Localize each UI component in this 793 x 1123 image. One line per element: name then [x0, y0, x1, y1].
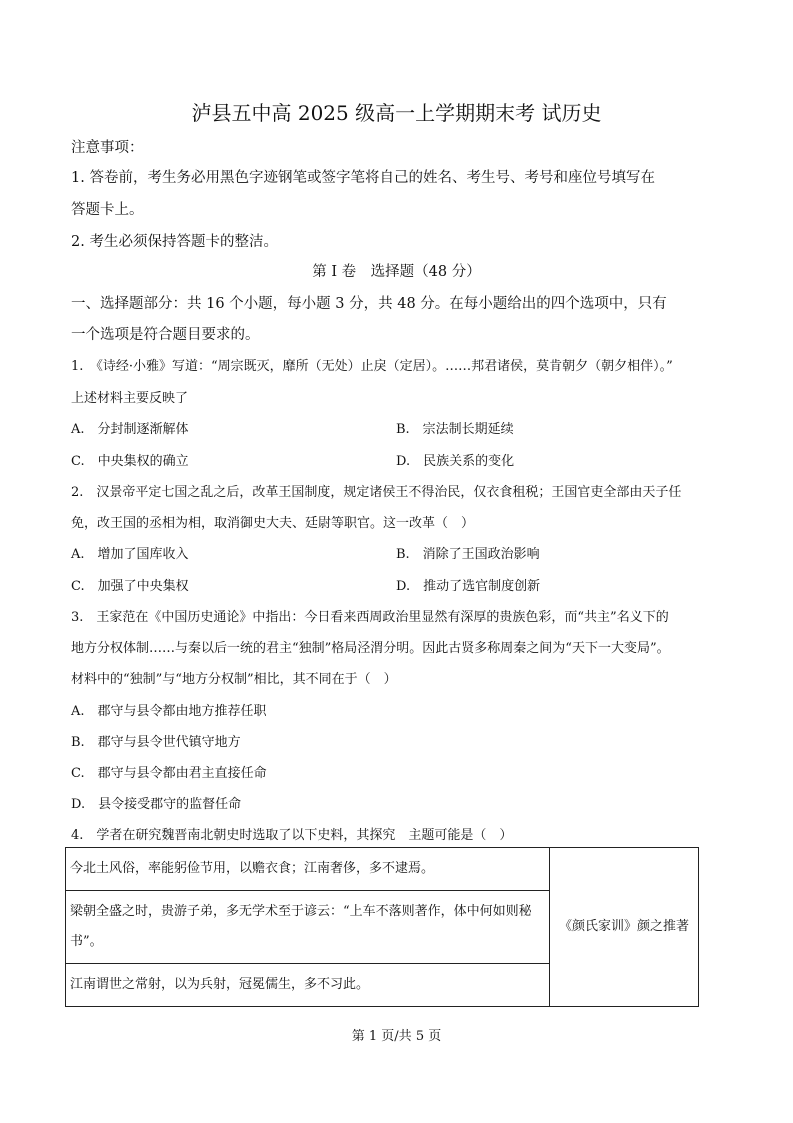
q1-option-c: C. 中央集权的确立 — [71, 454, 189, 469]
section-title: 第 I 卷 选择题（48 分） — [312, 264, 481, 280]
q1-stem-cont: 上述材料主要反映了 — [71, 391, 189, 406]
exam-title: 泸县五中高 2025 级高一上学期期末考 试历史 — [191, 101, 602, 125]
q3-stem-question: 材料中的“独制”与“地方分权制”相比，其不同在于（ ） — [71, 672, 397, 687]
q4-source-row-2: 梁朝全盛之时，贵游子弟，多无学术至于谚云：“上车不落则著作，体中何如则秘书”。 — [66, 891, 550, 964]
q3-option-b: B. 郡守与县令世代镇守地方 — [71, 735, 241, 750]
q4-source-citation: 《颜氏家训》颜之推著 — [550, 848, 699, 1007]
q1-stem: 1. 《诗经·小雅》写道：“周宗既灭，靡所（无处）止戾（定居）。……邦君诸侯，莫肯朝夕（朝夕相伴）。” — [71, 359, 673, 374]
notice-heading: 注意事项： — [71, 140, 144, 156]
section-intro-cont: 一个选项是符合题目要求的。 — [71, 327, 260, 343]
q3-option-c: C. 郡守与县令都由君主直接任命 — [71, 766, 267, 781]
notice-item-1: 1. 答卷前，考生务必用黑色字迹钢笔或签字笔将自己的姓名、考生号、考号和座位号填写在 — [71, 170, 655, 186]
q4-source-row-3: 江南谓世之常射，以为兵射，冠冕儒生，多不习此。 — [66, 964, 550, 1007]
q4-source-row-1: 今北土风俗，率能躬俭节用，以赡衣食；江南奢侈，多不逮焉。 — [66, 848, 550, 891]
q3-stem-cont: 地方分权体制……与秦以后一统的君主“独制”格局泾渭分明。因此古贤多称周秦之间为“天下一大变局”。 — [71, 641, 670, 656]
q4-stem: 4. 学者在研究魏晋南北朝史时选取了以下史料，其探究 主题可能是（ ） — [71, 828, 513, 843]
page-footer: 第 1 页/共 5 页 — [351, 1029, 442, 1044]
q2-option-b: B. 消除了王国政治影响 — [396, 547, 540, 562]
q3-option-d: D. 县令接受郡守的监督任命 — [71, 797, 242, 812]
q2-stem: 2. 汉景帝平定七国之乱之后，改革王国制度，规定诸侯王不得治民，仅衣食租税；王国官吏全部由天子任 — [71, 485, 682, 500]
q1-option-a: A. 分封制逐渐解体 — [71, 422, 189, 437]
section-intro: 一、选择题部分：共 16 个小题，每小题 3 分，共 48 分。在每小题给出的四个选项中，只有 — [71, 296, 667, 312]
q2-option-c: C. 加强了中央集权 — [71, 579, 189, 594]
q2-stem-cont: 免，改王国的丞相为相，取消御史大夫、廷尉等职官。这一改革（ ） — [71, 516, 475, 531]
notice-item-2: 2. 考生必须保持答题卡的整洁。 — [71, 234, 278, 250]
q2-option-d: D. 推动了选官制度创新 — [396, 579, 541, 594]
notice-item-1-cont: 答题卡上。 — [71, 202, 144, 218]
q2-option-a: A. 增加了国库收入 — [71, 547, 189, 562]
q1-option-d: D. 民族关系的变化 — [396, 454, 515, 469]
q4-source-table — [65, 847, 699, 1007]
q3-stem: 3. 王家范在《中国历史通论》中指出：今日看来西周政治里显然有深厚的贵族色彩，而“共主”名义下的 — [71, 610, 669, 625]
q1-option-b: B. 宗法制长期延续 — [396, 422, 514, 437]
q3-option-a: A. 郡守与县令都由地方推荐任职 — [71, 704, 267, 719]
